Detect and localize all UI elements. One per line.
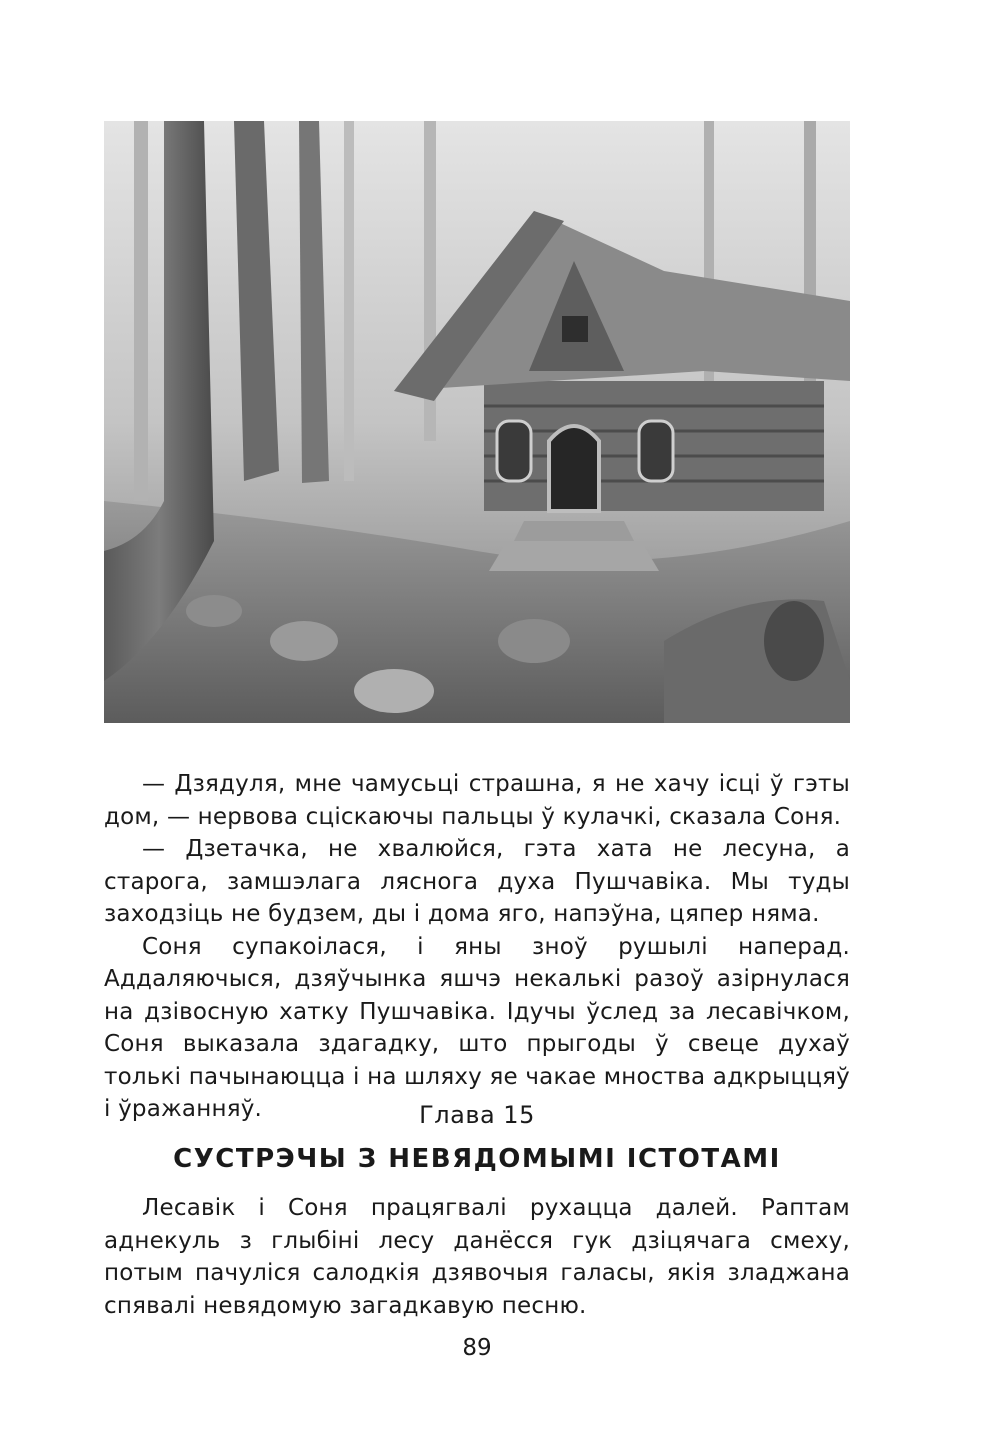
paragraph: — Дзетачка, не хвалюйся, гэта хата не лесуна, а старога, замшэлага ляснога духа Пушчавіка. Мы туды заходзіць не будзем, ды і дома яго, напэўна, цяпер няма. <box>104 836 850 927</box>
forest-hut-image <box>104 121 850 723</box>
paragraph: Лесавік і Соня працягвалі рухацца далей. Раптам аднекуль з глыбіні лесу данёсся гук дзіцячага смеху, потым пачуліся салодкія дзявочыя галасы, якія зладжана спявалі невядомую загадкавую песню. <box>104 1195 850 1319</box>
paragraph: Соня супакоілася, і яны зноў рушылі наперад. Аддаляючыся, дзяўчынка яшчэ некалькі разоў азірнулася на дзівосную хатку Пушчавіка. Ідучы ўслед за лесавічком, Соня выказала здагадку, што прыгоды ў свеце духаў толькі пачынаюцца і на шляху яе чакае мноства адкрыццяў і ўражанняў. <box>104 933 850 1122</box>
text-block-bottom <box>104 1192 850 1322</box>
paragraph: — Дзядуля, мне чамусьці страшна, я не хачу ісці ў гэты дом, — нервова сціскаючы пальцы ў кулачкі, сказала Соня. <box>104 771 850 830</box>
forest-hut-illustration <box>104 121 850 723</box>
chapter-label: Глава 15 <box>419 1101 535 1129</box>
chapter-title: СУСТРЭЧЫ З НЕВЯДОМЫМІ ІСТОТАМІ <box>173 1144 781 1174</box>
page-number: 89 <box>462 1335 492 1361</box>
text-block-top <box>104 768 850 1126</box>
